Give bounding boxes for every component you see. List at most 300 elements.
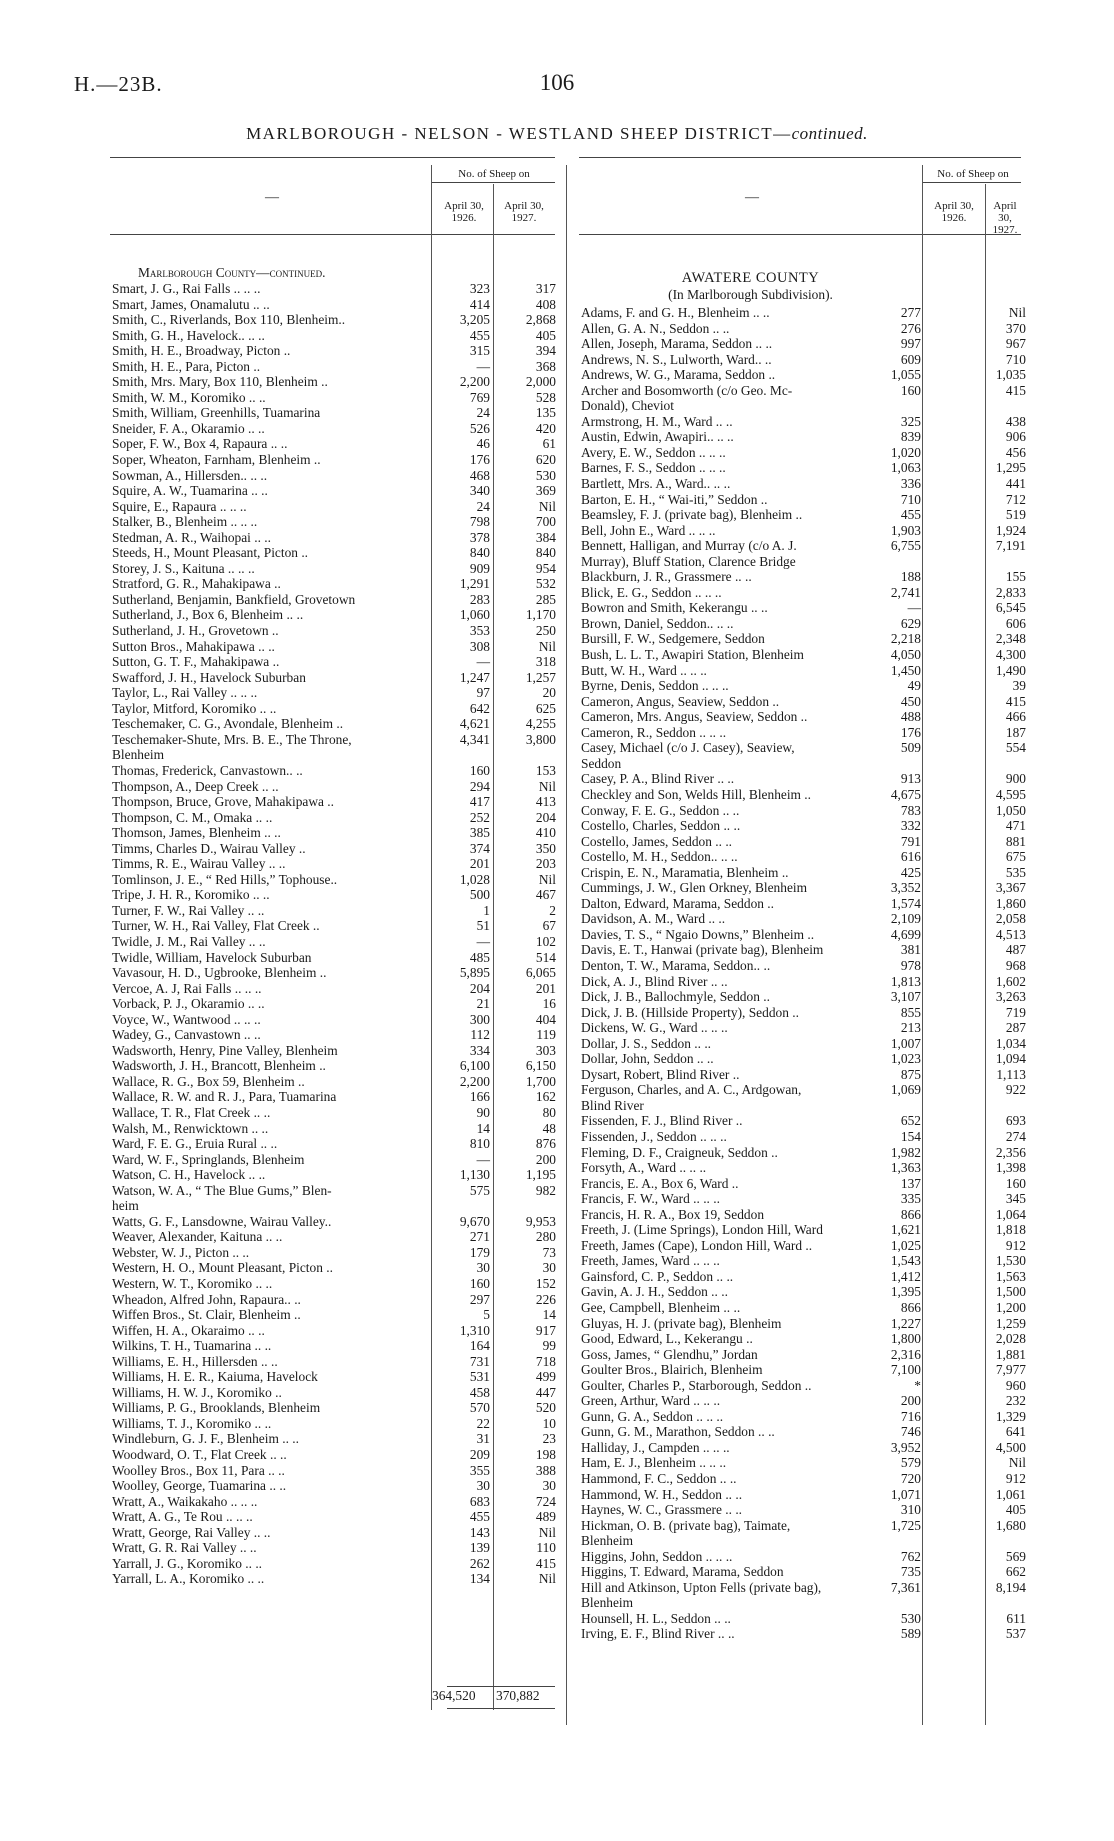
sheep-1927: 135	[535, 405, 556, 421]
owner-name: Higgins, John, Seddon .. .. ..	[581, 1548, 733, 1564]
owner-name: Sutherland, Benjamin, Bankfield, Grovetown	[112, 591, 356, 607]
owner-name: Sowman, A., Hillersden.. .. ..	[112, 467, 268, 483]
table-row	[581, 1502, 1026, 1518]
sheep-1926: 294	[469, 778, 490, 794]
sheep-1927: 415	[1005, 693, 1026, 709]
owner-name: Yarrall, L. A., Koromiko .. ..	[112, 1571, 265, 1587]
sheep-1926: 1,543	[890, 1253, 921, 1269]
sheep-1926: 530	[900, 1610, 921, 1626]
sheep-1927: 1,700	[525, 1073, 556, 1089]
sheep-1927: 1,200	[995, 1300, 1026, 1315]
sheep-1927: 388	[535, 1462, 556, 1478]
sheep-1927: 876	[535, 1136, 556, 1152]
table-row	[112, 592, 560, 608]
table-row	[581, 803, 1026, 819]
sheep-1926: 450	[900, 693, 921, 709]
owner-name: Watson, C. H., Havelock .. ..	[112, 1167, 266, 1183]
table-row	[581, 818, 1026, 834]
sheep-1926: 509	[900, 740, 921, 756]
sheep-1926: 297	[469, 1291, 490, 1307]
owner-name: Costello, James, Seddon .. ..	[581, 833, 733, 849]
page-title	[0, 124, 1114, 144]
table-row	[112, 856, 560, 872]
sheep-1927: Nil	[538, 871, 556, 887]
sheep-1927: 528	[535, 389, 556, 405]
table-row	[581, 1362, 1026, 1378]
table-row	[112, 1463, 560, 1479]
sheep-1926: 455	[900, 507, 921, 523]
sheep-1927: 413	[535, 794, 556, 810]
title-main: MARLBOROUGH - NELSON - WESTLAND SHEEP DISTRICT—	[246, 124, 792, 143]
left-table	[112, 265, 560, 1587]
sheep-1927: 441	[1005, 476, 1026, 492]
sheep-1927: 405	[535, 327, 556, 343]
sheep-1927: 900	[1005, 771, 1026, 787]
sheep-1926: 381	[900, 942, 921, 958]
table-row	[112, 794, 560, 810]
table-row	[581, 1129, 1026, 1145]
sheep-1926: 531	[469, 1369, 490, 1385]
sheep-1926: 6,755	[890, 538, 921, 554]
sheep-1926: 783	[900, 802, 921, 818]
table-row	[112, 561, 560, 577]
owner-name: Bowron and Smith, Kekerangu .. ..	[581, 600, 768, 616]
table-row	[112, 1494, 560, 1510]
table-row	[581, 616, 1026, 632]
sheep-1927: 912	[1005, 1237, 1026, 1253]
table-row	[112, 1136, 560, 1152]
sheep-1926: 839	[900, 429, 921, 445]
sheep-1926: 164	[469, 1338, 490, 1354]
table-row	[581, 507, 1026, 523]
sheep-1926: —	[476, 358, 490, 374]
sheep-1926: 334	[469, 1042, 490, 1058]
sheep-1926: 176	[900, 724, 921, 740]
sheep-1927: 160	[1005, 1175, 1026, 1191]
sheep-1926: 652	[900, 1113, 921, 1129]
owner-name: Checkley and Son, Welds Hill, Blenheim ..	[581, 786, 812, 802]
sheep-1926: 455	[469, 1509, 490, 1525]
sheep-1926: 746	[900, 1424, 921, 1440]
sheep-1927: 405	[1005, 1502, 1026, 1518]
table-row	[581, 305, 1026, 321]
sheep-1926: 2,109	[890, 911, 921, 927]
owner-name: Steeds, H., Mount Pleasant, Picton ..	[112, 545, 309, 561]
owner-name: Western, H. O., Mount Pleasant, Picton ..	[112, 1260, 333, 1276]
right-table	[581, 305, 1026, 1642]
sheep-1926: 769	[469, 389, 490, 405]
sheep-1926: 762	[900, 1548, 921, 1564]
sheep-1927: 226	[535, 1291, 556, 1307]
table-row	[581, 849, 1026, 865]
owner-name: Bennett, Halligan, and Murray (c/o A. J.	[581, 538, 797, 554]
table-row	[581, 1160, 1026, 1176]
table-row	[112, 1416, 560, 1432]
sheep-1926: 1,028	[459, 871, 490, 887]
header-rule-left	[110, 234, 555, 235]
owner-name: Conway, F. E. G., Seddon .. ..	[581, 802, 740, 818]
sheep-1926: 176	[469, 452, 490, 468]
table-row	[581, 725, 1026, 741]
sheep-1926: 22	[476, 1415, 490, 1431]
owner-name: Wiffen, H. A., Okaraimo .. ..	[112, 1322, 265, 1338]
sheep-1927: 520	[535, 1400, 556, 1416]
table-row	[581, 492, 1026, 508]
owner-name: Hammond, W. H., Seddon .. ..	[581, 1486, 743, 1502]
sheep-1927: 840	[535, 545, 556, 561]
sheep-1926: *	[914, 1377, 921, 1393]
owner-name: Blenheim	[112, 747, 165, 763]
table-row	[581, 865, 1026, 881]
sheep-1927: 718	[535, 1353, 556, 1369]
sheep-1927: 4,500	[995, 1439, 1026, 1455]
owner-name: Andrews, W. G., Marama, Seddon ..	[581, 367, 776, 383]
owner-name: Swafford, J. H., Havelock Suburban	[112, 669, 306, 685]
sheep-1927: 204	[535, 809, 556, 825]
table-row	[581, 709, 1026, 725]
table-row	[581, 1471, 1026, 1487]
table-row	[581, 352, 1026, 368]
table-row	[112, 1214, 560, 1230]
table-row	[581, 1564, 1026, 1580]
owner-name: Allen, Joseph, Marama, Seddon .. ..	[581, 336, 773, 352]
table-row	[581, 896, 1026, 912]
sheep-1927: 404	[535, 1011, 556, 1027]
table-row	[112, 545, 560, 561]
sheep-1927: 203	[535, 856, 556, 872]
owner-name: Casey, P. A., Blind River .. ..	[581, 771, 735, 787]
sheep-1927: 6,150	[525, 1058, 556, 1074]
table-row	[112, 1556, 560, 1572]
sheep-1926: 455	[469, 327, 490, 343]
owner-name: Gunn, G. A., Seddon .. .. ..	[581, 1408, 724, 1424]
sheep-1927: 447	[535, 1384, 556, 1400]
owner-name: Francis, F. W., Ward .. .. ..	[581, 1191, 720, 1207]
owner-name: Walsh, M., Renwicktown .. ..	[112, 1120, 269, 1136]
total-1927: 370,882	[496, 1688, 540, 1703]
owner-name: Davis, E. T., Hanwai (private bag), Blenheim	[581, 942, 824, 958]
owner-name: Crispin, E. N., Maramatia, Blenheim ..	[581, 864, 789, 880]
table-row	[581, 1036, 1026, 1052]
table-row	[581, 585, 1026, 601]
table-row	[581, 1284, 1026, 1300]
header-rule-right	[579, 234, 1021, 235]
sheep-1926: 30	[476, 1478, 490, 1494]
sheep-1927: 30	[542, 1478, 556, 1494]
sheep-1926: 276	[900, 320, 921, 336]
sheep-1927: 960	[1005, 1377, 1026, 1393]
sheep-1926: 166	[469, 1089, 490, 1105]
table-row	[112, 918, 560, 934]
owner-name: Freeth, James, Ward .. .. ..	[581, 1253, 720, 1269]
owner-name: Watson, W. A., “ The Blue Gums,” Blen-	[112, 1182, 332, 1198]
sheep-1927: 369	[535, 483, 556, 499]
table-row	[112, 763, 560, 779]
owner-name: Ward, W. F., Springlands, Blenheim	[112, 1151, 305, 1167]
owner-name: Dollar, J. S., Seddon .. ..	[581, 1035, 712, 1051]
sheep-1927: 39	[1012, 678, 1026, 694]
sheep-1927: 410	[535, 825, 556, 841]
table-row	[112, 1089, 560, 1105]
sheep-1927: 8,194	[995, 1579, 1026, 1595]
sheep-1926: 629	[900, 615, 921, 631]
sheep-1927: Nil	[1008, 305, 1026, 320]
sheep-1927: 1,860	[995, 895, 1026, 911]
table-row	[581, 678, 1026, 694]
sheep-1926: 1,574	[890, 895, 921, 911]
sheep-1927: 2,028	[995, 1331, 1026, 1347]
sheep-1927: 67	[542, 918, 556, 934]
table-row	[581, 1020, 1026, 1036]
table-row	[112, 1354, 560, 1370]
owner-name: Wheadon, Alfred John, Rapaura.. ..	[112, 1291, 301, 1307]
table-row	[581, 1487, 1026, 1503]
table-row	[581, 1455, 1026, 1471]
owner-name: Williams, E. H., Hillersden .. ..	[112, 1353, 278, 1369]
table-row	[581, 1067, 1026, 1083]
owner-name: Bell, John E., Ward .. .. ..	[581, 522, 716, 538]
sheep-1926: 4,050	[890, 647, 921, 663]
sheep-1926: 154	[900, 1128, 921, 1144]
owner-name: Sutherland, J. H., Grovetown ..	[112, 623, 279, 639]
sheep-1927: 201	[535, 980, 556, 996]
owner-name: Wadsworth, J. H., Brancott, Blenheim ..	[112, 1058, 326, 1074]
owner-name: Wratt, George, Rai Valley .. ..	[112, 1524, 271, 1540]
owner-name: Byrne, Denis, Seddon .. .. ..	[581, 678, 729, 694]
sheep-1926: 488	[900, 709, 921, 725]
sheep-1927: 712	[1005, 491, 1026, 507]
sheep-1926: 720	[900, 1471, 921, 1487]
sheep-1927: 1,257	[525, 669, 556, 685]
table-row	[581, 1005, 1026, 1021]
table-row	[112, 452, 560, 468]
table-row	[581, 1316, 1026, 1332]
table-row	[581, 1409, 1026, 1425]
sheep-1927: 152	[535, 1276, 556, 1291]
table-row	[112, 1323, 560, 1339]
sheep-1927: 700	[535, 514, 556, 530]
owner-name: Goss, James, “ Glendhu,” Jordan	[581, 1346, 758, 1362]
owner-name: Smart, James, Onamalutu .. ..	[112, 296, 270, 312]
col-1927-header-left: April 30, 1927.	[504, 200, 544, 224]
sheep-1927: 280	[535, 1229, 556, 1245]
table-row	[112, 530, 560, 546]
sheep-1926: 526	[469, 420, 490, 436]
table-row	[581, 600, 1026, 616]
table-row	[112, 732, 560, 748]
sheep-1927: 906	[1005, 429, 1026, 445]
sheep-1927: 420	[535, 420, 556, 436]
sheep-1927: 4,255	[525, 716, 556, 732]
top-rule-left	[110, 157, 555, 158]
sheep-1926: 112	[470, 1027, 490, 1043]
owner-name: Williams, H. E. R., Kaiuma, Havelock	[112, 1369, 318, 1385]
owner-name: Andrews, N. S., Lulworth, Ward.. ..	[581, 351, 772, 367]
owner-name: Ham, E. J., Blenheim .. .. ..	[581, 1455, 727, 1471]
table-row	[112, 1074, 560, 1090]
owner-name: Hill and Atkinson, Upton Fells (private bag),	[581, 1579, 822, 1595]
table-row	[112, 841, 560, 857]
sheep-1926: 209	[469, 1447, 490, 1463]
table-row	[581, 880, 1026, 896]
owner-name: Smith, H. E., Para, Picton ..	[112, 358, 261, 374]
sheep-1926: 139	[469, 1540, 490, 1556]
owner-name: Sutton Bros., Mahakipawa .. ..	[112, 638, 275, 654]
sheep-1927: 384	[535, 529, 556, 545]
right-section-subheading: (In Marlborough Subdivision).	[668, 287, 833, 302]
sheep-1926: 300	[469, 1011, 490, 1027]
table-row	[581, 336, 1026, 352]
table-row	[112, 1307, 560, 1323]
sheep-1926: 1,023	[890, 1051, 921, 1067]
owner-name: Ward, F. E. G., Eruia Rural .. ..	[112, 1136, 278, 1152]
sheep-1926: 798	[469, 514, 490, 530]
sheep-1927: 370	[1005, 320, 1026, 336]
owner-name: Woodward, O. T., Flat Creek .. ..	[112, 1447, 287, 1463]
sheep-1926: 1,060	[459, 607, 490, 623]
table-row	[581, 1378, 1026, 1394]
sheep-1927: 4,595	[995, 786, 1026, 802]
sheep-1927: 7,977	[995, 1362, 1026, 1378]
sheep-1927: 675	[1005, 849, 1026, 865]
table-row	[112, 1292, 560, 1308]
owner-name: Goulter, Charles P., Starborough, Seddon ..	[581, 1377, 812, 1393]
sheep-group-header-left: No. of Sheep on	[458, 168, 530, 180]
col-1926-header-left: April 30, 1926.	[444, 200, 484, 224]
sheep-1926: 51	[476, 918, 490, 934]
sheep-1926: 310	[900, 1502, 921, 1518]
owner-name: Smith, William, Greenhills, Tuamarina	[112, 405, 321, 421]
sheep-1926: 7,100	[890, 1362, 921, 1378]
sheep-1926: 4,699	[890, 926, 921, 942]
table-row	[112, 747, 560, 763]
owner-name: Wallace, R. G., Box 59, Blenheim ..	[112, 1073, 305, 1089]
table-row	[112, 514, 560, 530]
owner-name: Butt, W. H., Ward .. .. ..	[581, 662, 707, 678]
owner-name: Vorback, P. J., Okaramio .. ..	[112, 996, 265, 1012]
sheep-1927: 606	[1005, 615, 1026, 631]
owner-name: Fissenden, J., Seddon .. .. ..	[581, 1128, 727, 1144]
sheep-1927: 14	[542, 1307, 556, 1323]
sheep-1927: 2,868	[525, 312, 556, 328]
sheep-1927: 530	[535, 467, 556, 483]
sheep-1926: 978	[900, 957, 921, 973]
owner-name: Twidle, William, Havelock Suburban	[112, 949, 312, 965]
sheep-1926: 204	[469, 980, 490, 996]
table-row	[581, 740, 1026, 756]
sheep-1926: 810	[469, 1136, 490, 1152]
sheep-1926: 2,200	[459, 1073, 490, 1089]
sheep-1927: 499	[535, 1369, 556, 1385]
sheep-1927: 1,094	[995, 1051, 1026, 1067]
table-row	[581, 321, 1026, 337]
sheep-1926: 137	[900, 1175, 921, 1191]
table-row	[581, 1238, 1026, 1254]
owner-name: Forsyth, A., Ward .. .. ..	[581, 1160, 707, 1176]
table-row	[112, 1245, 560, 1261]
sheep-1927: 80	[542, 1104, 556, 1120]
sheep-1927: 1,050	[995, 802, 1026, 818]
owner-name: Hickman, O. B. (private bag), Taimate,	[581, 1517, 791, 1533]
owner-name: Squire, A. W., Tuamarina .. ..	[112, 483, 268, 499]
owner-name: Denton, T. W., Marama, Seddon.. ..	[581, 957, 771, 973]
table-row	[112, 1043, 560, 1059]
sheep-1926: 353	[469, 623, 490, 639]
owner-name: Dick, J. B. (Hillside Property), Seddon ..	[581, 1004, 799, 1020]
table-row	[581, 1253, 1026, 1269]
sheep-1927: 467	[535, 887, 556, 903]
owner-name: Fissenden, F. J., Blind River ..	[581, 1113, 743, 1129]
sheep-1926: 1,055	[890, 367, 921, 383]
col-line-mid	[566, 165, 567, 1725]
owner-name: Davies, T. S., “ Ngaio Downs,” Blenheim ..	[581, 926, 815, 942]
table-row	[112, 934, 560, 950]
table-row	[581, 398, 1026, 414]
sheep-1927: 1,061	[995, 1486, 1026, 1502]
sheep-1926: 1,291	[459, 576, 490, 592]
sheep-1927: 232	[1005, 1393, 1026, 1409]
sheep-1926: 1,247	[459, 669, 490, 685]
sheep-1927: 187	[1005, 724, 1026, 740]
table-row	[581, 834, 1026, 850]
sheep-1926: 340	[469, 483, 490, 499]
sheep-1927: 3,367	[995, 880, 1026, 896]
sheep-1927: 456	[1005, 444, 1026, 460]
sheep-1927: 1,195	[525, 1167, 556, 1183]
table-row	[112, 1369, 560, 1385]
owner-name: Allen, G. A. N., Seddon .. ..	[581, 320, 730, 336]
sheep-1926: 589	[900, 1626, 921, 1642]
sheep-1927: 99	[542, 1338, 556, 1354]
sheep-1926: 1,363	[890, 1160, 921, 1176]
table-row	[581, 1440, 1026, 1456]
group-rule-left	[431, 182, 555, 183]
sheep-1926: 1,310	[459, 1322, 490, 1338]
owner-name: Seddon	[581, 755, 622, 771]
owner-name: Taylor, L., Rai Valley .. .. ..	[112, 685, 258, 701]
table-row	[112, 1152, 560, 1168]
owner-name: Woolley, George, Tuamarina .. ..	[112, 1478, 287, 1494]
sheep-1927: 710	[1005, 351, 1026, 367]
sheep-1927: 922	[1005, 1082, 1026, 1098]
sheep-1927: 394	[535, 343, 556, 359]
name-column-header-right: —	[745, 190, 759, 205]
total-1926: 364,520	[432, 1688, 476, 1703]
sheep-1926: 30	[476, 1260, 490, 1276]
sheep-1927: 250	[535, 623, 556, 639]
sheep-1926: 500	[469, 887, 490, 903]
sheep-1926: 323	[469, 281, 490, 296]
sheep-1927: 471	[1005, 818, 1026, 834]
sheep-1926: 609	[900, 351, 921, 367]
sheep-1927: 968	[1005, 957, 1026, 973]
sheep-1926: 7,361	[890, 1579, 921, 1595]
sheep-1927: 318	[535, 654, 556, 670]
sheep-1926: 283	[469, 591, 490, 607]
table-row	[112, 950, 560, 966]
sheep-1927: 408	[535, 296, 556, 312]
sheep-1926: 9,670	[459, 1213, 490, 1229]
total-rule-bottom	[447, 1708, 555, 1709]
sheep-1927: 489	[535, 1509, 556, 1525]
table-row	[581, 429, 1026, 445]
sheep-1926: 5	[483, 1307, 490, 1323]
sheep-1927: 6,065	[525, 965, 556, 981]
table-row	[581, 383, 1026, 399]
table-row	[112, 1431, 560, 1447]
sheep-1926: 4,675	[890, 786, 921, 802]
table-row	[581, 569, 1026, 585]
